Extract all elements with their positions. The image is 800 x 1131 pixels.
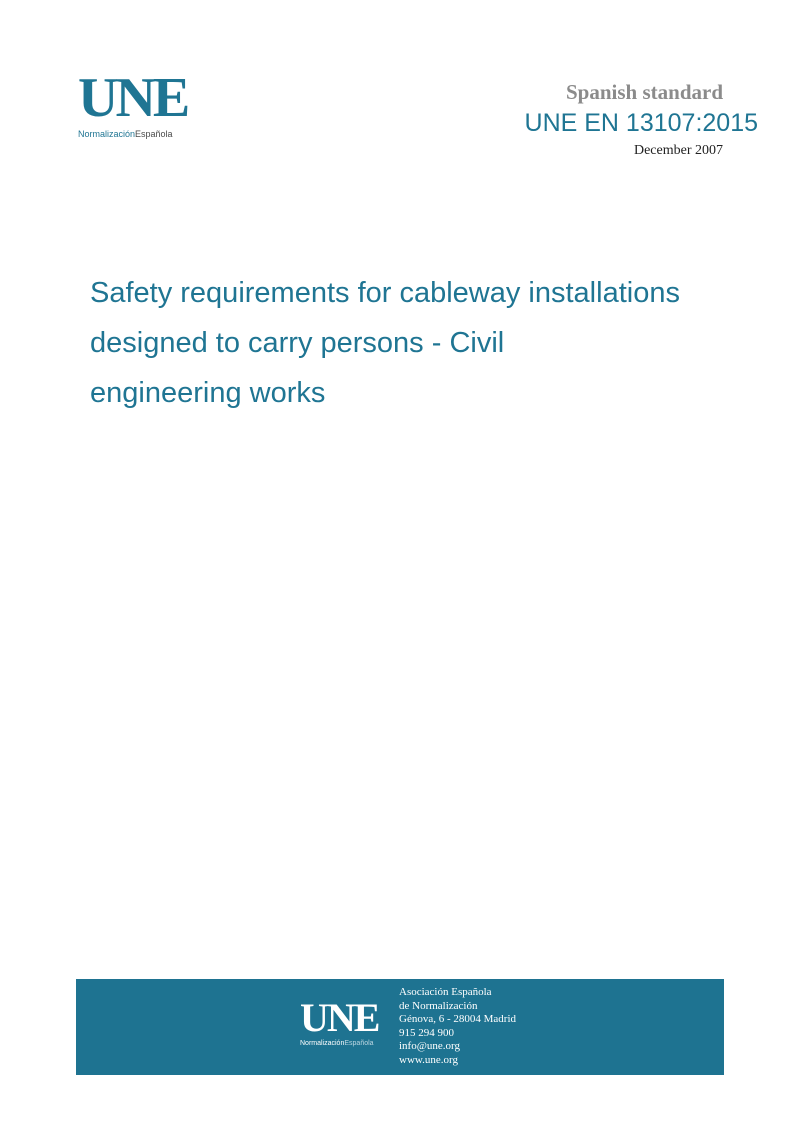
org-website: www.une.org — [399, 1053, 458, 1066]
footer-logo-subtitle — [300, 1040, 390, 1047]
org-name-line-2: de Normalización — [399, 999, 478, 1012]
org-name-line-1: Asociación Española — [399, 986, 492, 998]
document-title — [90, 268, 770, 418]
organization-contact — [399, 986, 516, 1067]
footer-logo-subtitle-a: Normalización — [300, 1040, 345, 1047]
une-logo-mark: UNE — [78, 67, 188, 129]
footer-logo-subtitle-b: Española — [344, 1040, 374, 1047]
footer-band — [76, 979, 724, 1075]
logo-subtitle-a: Normalización — [78, 129, 136, 139]
une-logo — [78, 67, 208, 145]
standard-code: UNE EN 13107:2015 — [524, 109, 758, 137]
logo-subtitle-b: Española — [135, 129, 173, 139]
footer-une-logo — [300, 995, 390, 1047]
footer-logo-mark: UNE — [300, 995, 379, 1040]
title-line-1: Safety requirements for cableway installations — [90, 277, 680, 309]
title-line-3: engineering works — [90, 377, 326, 409]
standard-header — [398, 79, 758, 161]
org-email: info@une.org — [399, 1040, 460, 1052]
title-line-2: designed to carry persons - Civil — [90, 327, 505, 359]
standard-date: December 2007 — [633, 143, 723, 158]
org-address: Génova, 6 - 28004 Madrid — [399, 1013, 517, 1025]
une-logo-subtitle — [78, 129, 208, 139]
standard-kind: Spanish standard — [566, 80, 723, 104]
org-phone: 915 294 900 — [399, 1026, 454, 1039]
